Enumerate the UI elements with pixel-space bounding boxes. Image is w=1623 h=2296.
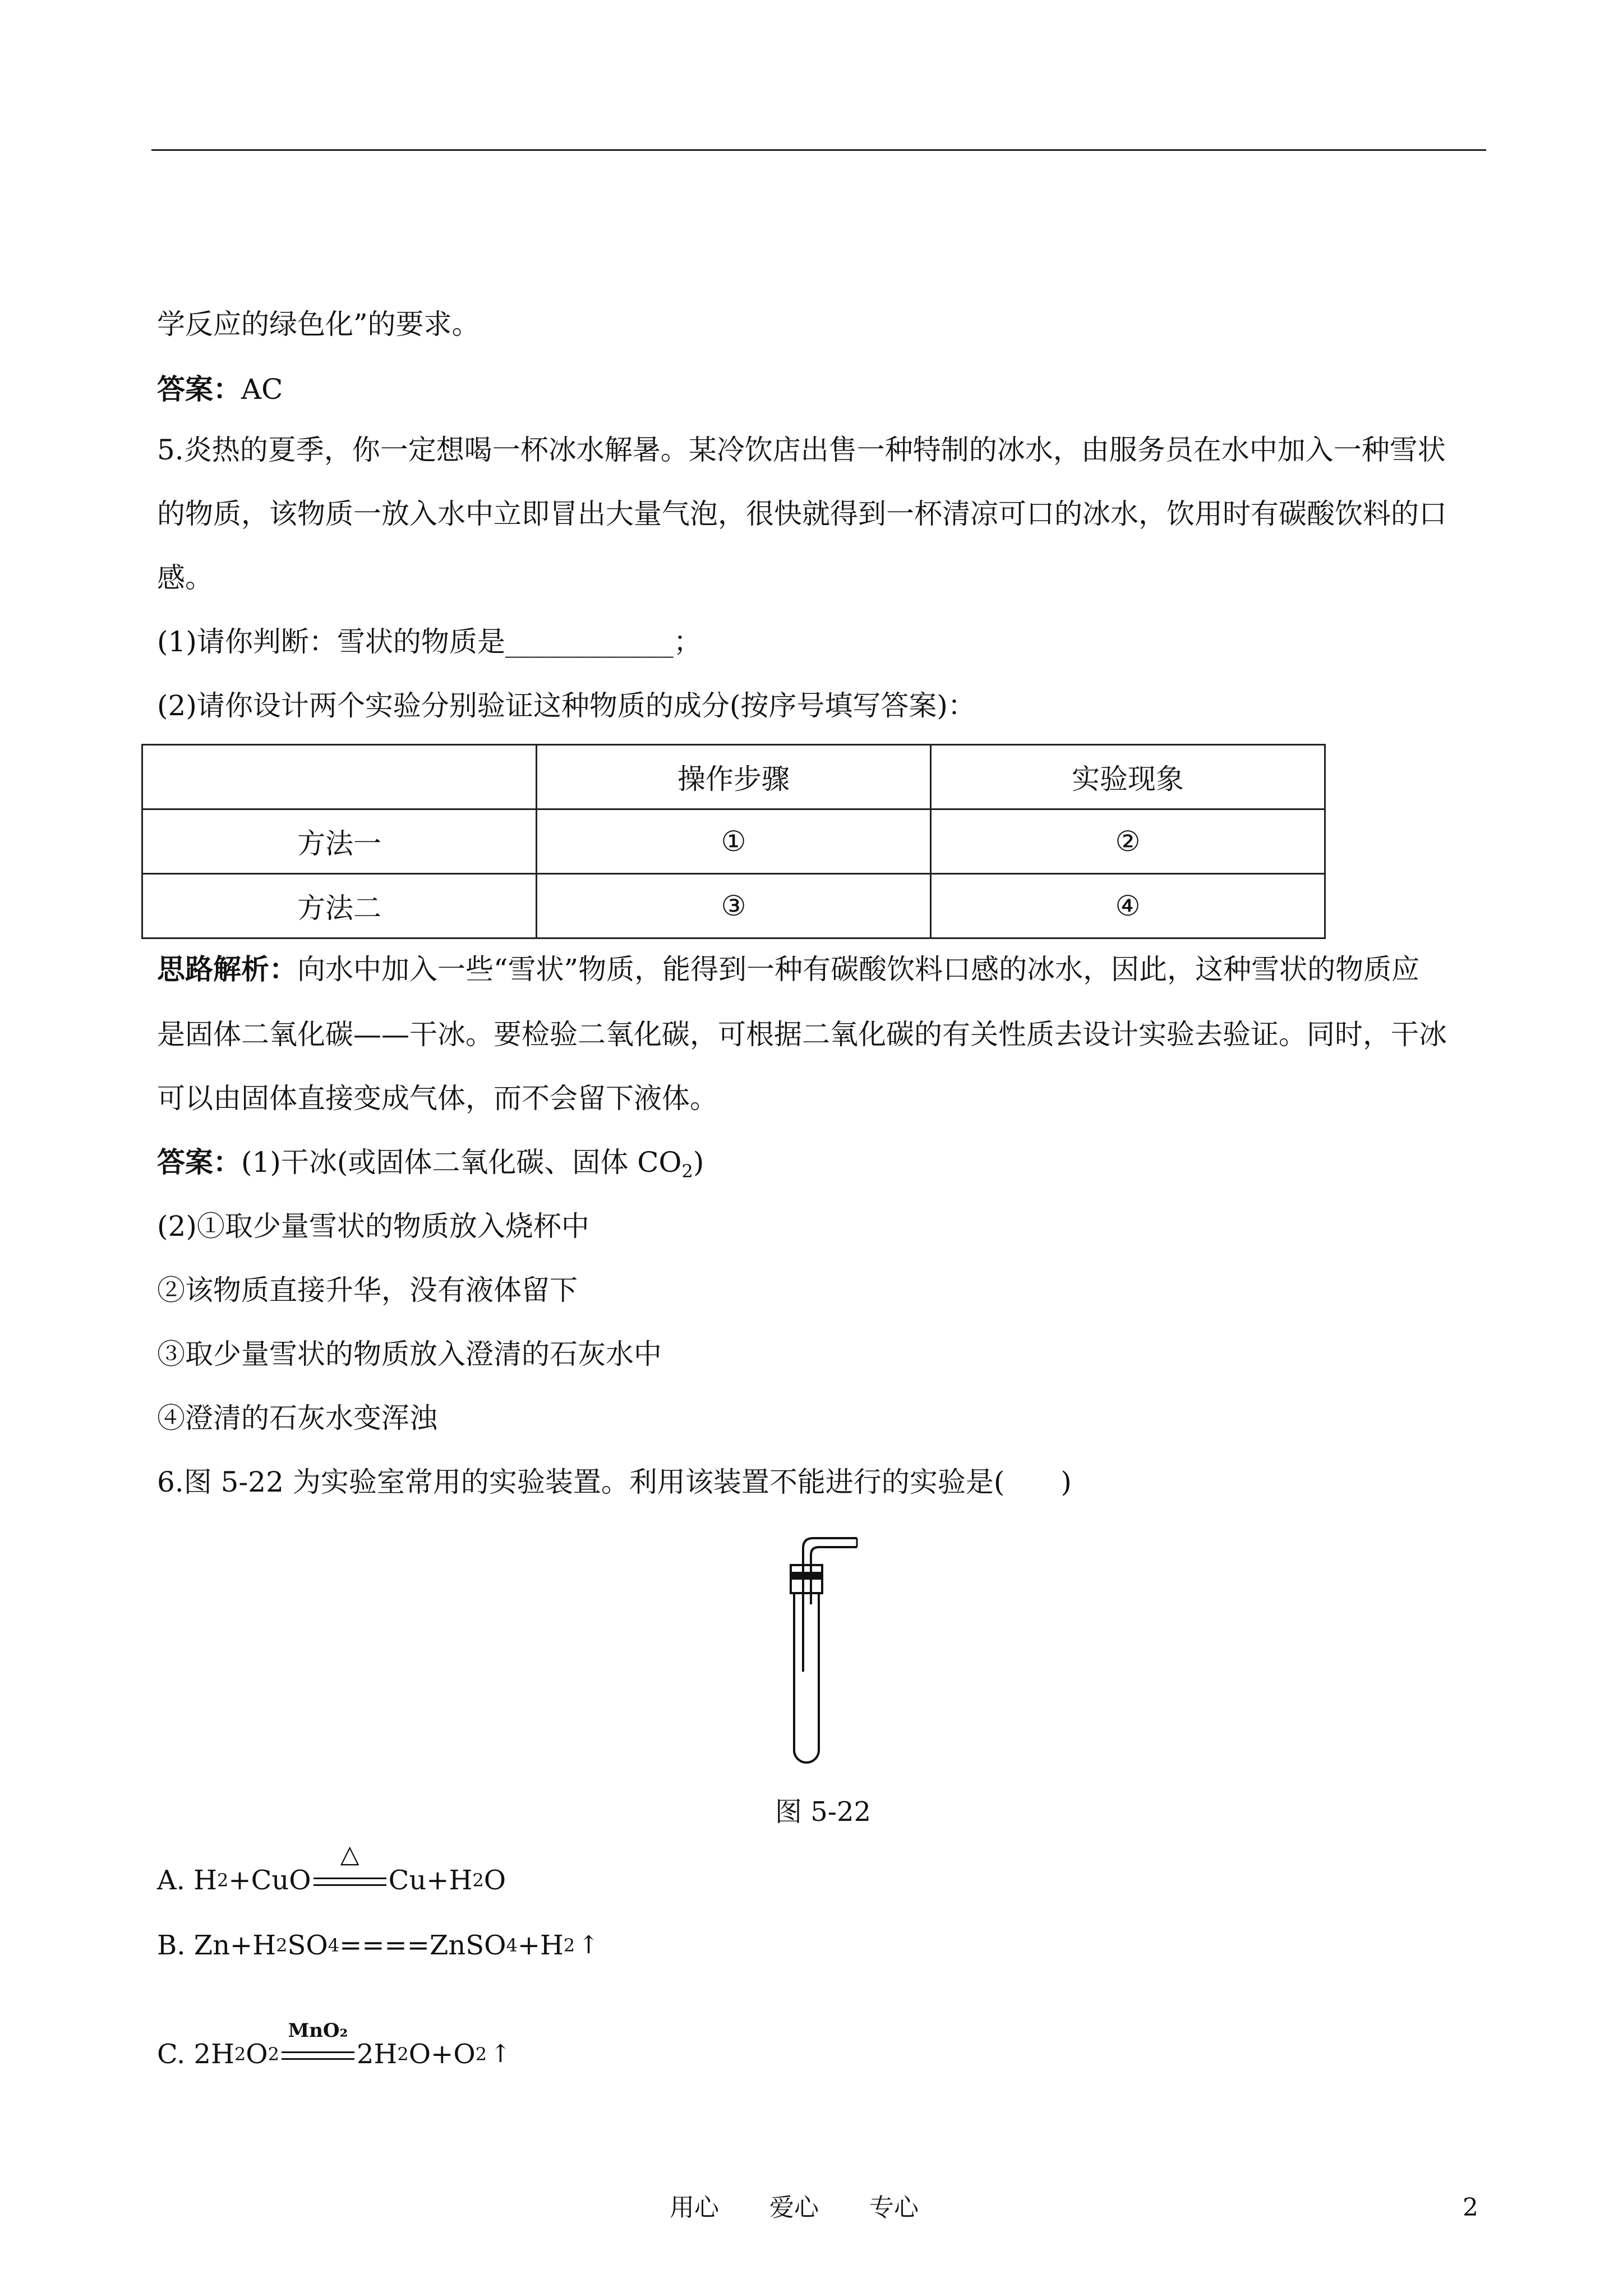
eq-text: ====ZnSO [339, 1930, 506, 1961]
gas-arrow-icon: ↑ [578, 1931, 600, 1959]
answer-text-end: ) [693, 1146, 704, 1179]
subscript: 2 [472, 1870, 484, 1891]
analysis-label: 思路解析： [157, 953, 297, 986]
figure-caption: 图 5-22 [775, 1796, 872, 1828]
subscript: 2 [268, 2044, 280, 2065]
question-6: 6.图 5-22 为实验室常用的实验装置。利用该装置不能进行的实验是( ) [157, 1466, 1072, 1498]
subscript: 2 [475, 2044, 487, 2065]
answer-text: (1)干冰(或固体二氧化碳、固体 CO [241, 1146, 682, 1179]
reaction-condition [313, 1840, 386, 1898]
subscript: 2 [276, 1935, 288, 1956]
table-cell: ② [931, 809, 1325, 874]
answer-5-line-3: ②该物质直接升华，没有液体留下 [157, 1274, 578, 1306]
option-a [157, 1840, 506, 1898]
table-header-cell [142, 745, 537, 809]
eq-text: Cu+H [388, 1865, 473, 1896]
footer-word: 爱心 [769, 2193, 819, 2222]
analysis-text: 向水中加入一些“雪状”物质，能得到一种有碳酸饮料口感的冰水，因此，这种雪状的物质应 [297, 953, 1420, 986]
table-header-cell: 实验现象 [931, 745, 1325, 809]
eq-text: C. 2H [157, 2039, 234, 2070]
eq-text: O [246, 2039, 268, 2070]
question-5-line-1: 5.炎热的夏季，你一定想喝一杯冰水解暑。某冷饮店出售一种特制的冰水，由服务员在水中加入一种雪状 [157, 434, 1446, 466]
table-cell: ① [537, 809, 931, 874]
table-cell: ③ [537, 874, 931, 938]
experiment-table [141, 744, 1326, 939]
subscript: 4 [328, 1935, 340, 1956]
test-tube-figure [763, 1526, 875, 1773]
analysis-line-1 [157, 951, 1419, 987]
eq-text: +CuO [228, 1865, 311, 1896]
text-line: 学反应的绿色化”的要求。 [157, 308, 480, 341]
answer-4 [157, 371, 283, 407]
question-5-sub-2: (2)请你设计两个实验分别验证这种物质的成分(按序号填写答案)： [157, 689, 976, 722]
table-row [142, 809, 1325, 874]
eq-text: O [483, 1865, 506, 1896]
answer-label: 答案： [157, 372, 241, 406]
answer-5-line-1 [157, 1144, 704, 1189]
table-cell: 方法一 [142, 809, 537, 874]
footer-word: 专心 [869, 2193, 919, 2222]
question-5-line-3: 感。 [157, 562, 213, 594]
subscript: 4 [506, 1935, 518, 1956]
option-b [157, 1927, 599, 1963]
eq-text: +H [517, 1930, 564, 1961]
answer-5-line-5: ④澄清的石灰水变浑浊 [157, 1402, 437, 1434]
question-5-sub-1: (1)请你判断：雪状的物质是____________； [157, 625, 702, 658]
catalyst-label: MnO₂ [288, 2019, 348, 2042]
subscript: 2 [397, 2044, 409, 2065]
answer-5-line-2: (2)①取少量雪状的物质放入烧杯中 [157, 1210, 589, 1243]
subscript: 2 [217, 1870, 229, 1891]
eq-text: SO [287, 1930, 328, 1961]
reaction-condition [282, 2019, 354, 2072]
table-row [142, 874, 1325, 938]
answer-value: AC [241, 373, 283, 406]
eq-text: 2H [357, 2039, 398, 2070]
answer-5-line-4: ③取少量雪状的物质放入澄清的石灰水中 [157, 1338, 662, 1370]
table-header-cell: 操作步骤 [537, 745, 931, 809]
table-header-row [142, 745, 1325, 809]
eq-text: A. H [157, 1865, 218, 1896]
header-rule [151, 149, 1486, 151]
heat-symbol: △ [340, 1840, 359, 1869]
page-number: 2 [1463, 2193, 1478, 2222]
eq-text: O+O [408, 2039, 476, 2070]
subscript: 2 [681, 1161, 693, 1182]
question-5-line-2: 的物质，该物质一放入水中立即冒出大量气泡，很快就得到一杯清凉可口的冰水，饮用时有碳酸饮料的口 [157, 498, 1447, 530]
equals-bars [282, 2051, 354, 2060]
eq-text: B. Zn+H [157, 1930, 276, 1961]
analysis-line-2: 是固体二氧化碳——干冰。要检验二氧化碳，可根据二氧化碳的有关性质去设计实验去验证。同时，干冰 [157, 1018, 1447, 1051]
subscript: 2 [563, 1935, 575, 1956]
footer-word: 用心 [670, 2193, 719, 2222]
analysis-line-3: 可以由固体直接变成气体，而不会留下液体。 [157, 1082, 718, 1115]
answer-label: 答案： [157, 1145, 241, 1179]
equals-bars [313, 1878, 386, 1886]
option-c [157, 2019, 511, 2072]
table-cell: 方法二 [142, 874, 537, 938]
subscript: 2 [234, 2044, 246, 2065]
table-cell: ④ [931, 874, 1325, 938]
gas-arrow-icon: ↑ [490, 2040, 511, 2068]
